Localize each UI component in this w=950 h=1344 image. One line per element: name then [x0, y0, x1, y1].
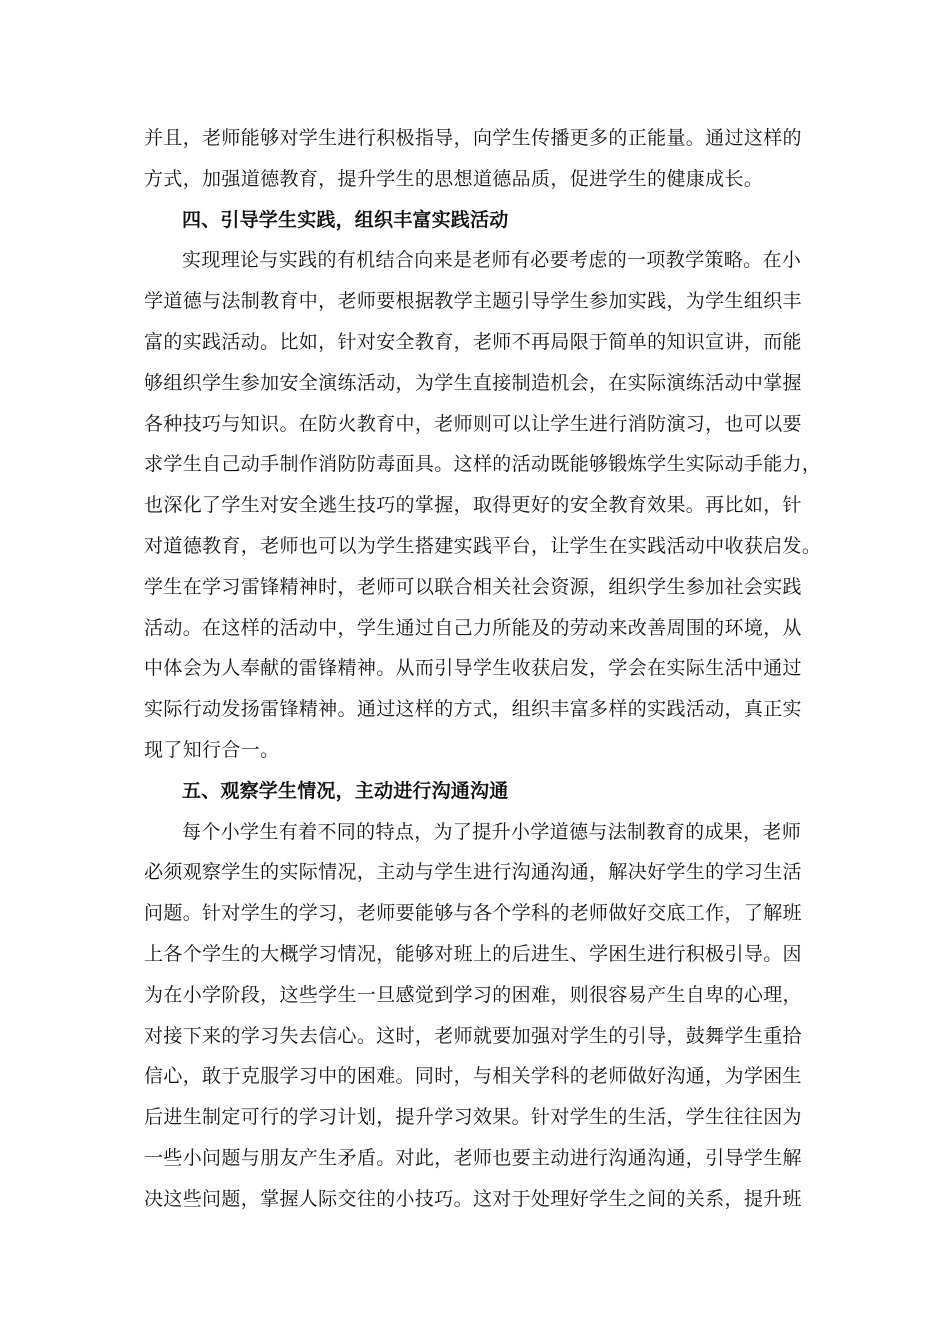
body-line: 实际行动发扬雷锋精神。通过这样的方式，组织丰富多样的实践活动，真正实: [144, 698, 802, 721]
body-line: 后进生制定可行的学习计划，提升学习效果。针对学生的生活，学生往往因为: [144, 1106, 802, 1129]
body-line: 中体会为人奉献的雷锋精神。从而引导学生收获启发，学会在实际生活中通过: [144, 657, 802, 680]
body-line: 决这些问题，掌握人际交往的小技巧。这对于处理好学生之间的关系，提升班: [144, 1187, 802, 1210]
body-line: 一些小问题与朋友产生矛盾。对此，老师也要主动进行沟通沟通，引导学生解: [144, 1146, 802, 1169]
body-line: 现了知行合一。: [144, 738, 280, 761]
body-line: 对道德教育，老师也可以为学生搭建实践平台，让学生在实践活动中收获启发。: [144, 534, 822, 557]
paragraph-first-line: 实现理论与实践的有机结合向来是老师有必要考虑的一项教学策略。在小: [182, 249, 802, 272]
section-heading: 五、观察学生情况，主动进行沟通沟通: [182, 779, 509, 802]
body-line: 为在小学阶段，这些学生一旦感觉到学习的困难，则很容易产生自卑的心理，: [144, 983, 802, 1006]
paragraph-first-line: 每个小学生有着不同的特点，为了提升小学道德与法制教育的成果，老师: [182, 820, 802, 843]
body-line: 对接下来的学习失去信心。这时，老师就要加强对学生的引导，鼓舞学生重拾: [144, 1024, 802, 1047]
body-line: 活动。在这样的活动中，学生通过自己力所能及的劳动来改善周围的环境，从: [144, 616, 802, 639]
body-line: 问题。针对学生的学习，老师要能够与各个学科的老师做好交底工作，了解班: [144, 902, 802, 925]
body-line: 学生在学习雷锋精神时，老师可以联合相关社会资源，组织学生参加社会实践: [144, 575, 802, 598]
body-line: 求学生自己动手制作消防防毒面具。这样的活动既能够锻炼学生实际动手能力，: [144, 453, 822, 476]
body-line: 够组织学生参加安全演练活动，为学生直接制造机会，在实际演练活动中掌握: [144, 371, 802, 394]
body-line: 方式，加强道德教育，提升学生的思想道德品质，促进学生的健康成长。: [144, 167, 764, 190]
body-line: 信心，敢于克服学习中的困难。同时，与相关学科的老师做好沟通，为学困生: [144, 1065, 802, 1088]
body-line: 也深化了学生对安全逃生技巧的掌握，取得更好的安全教育效果。再比如，针: [144, 494, 802, 517]
body-line: 学道德与法制教育中，老师要根据教学主题引导学生参加实践，为学生组织丰: [144, 290, 802, 313]
body-line: 并且，老师能够对学生进行积极指导，向学生传播更多的正能量。通过这样的: [144, 127, 802, 149]
document-body: [144, 118, 822, 1220]
body-line: 必须观察学生的实际情况，主动与学生进行沟通沟通，解决好学生的学习生活: [144, 861, 802, 884]
body-line: 各种技巧与知识。在防火教育中，老师则可以让学生进行消防演习，也可以要: [144, 412, 802, 435]
body-line: 上各个学生的大概学习情况，能够对班上的后进生、学困生进行积极引导。因: [144, 942, 802, 965]
body-line: 富的实践活动。比如，针对安全教育，老师不再局限于简单的知识宣讲，而能: [144, 330, 802, 353]
section-heading: 四、引导学生实践，组织丰富实践活动: [182, 208, 509, 231]
